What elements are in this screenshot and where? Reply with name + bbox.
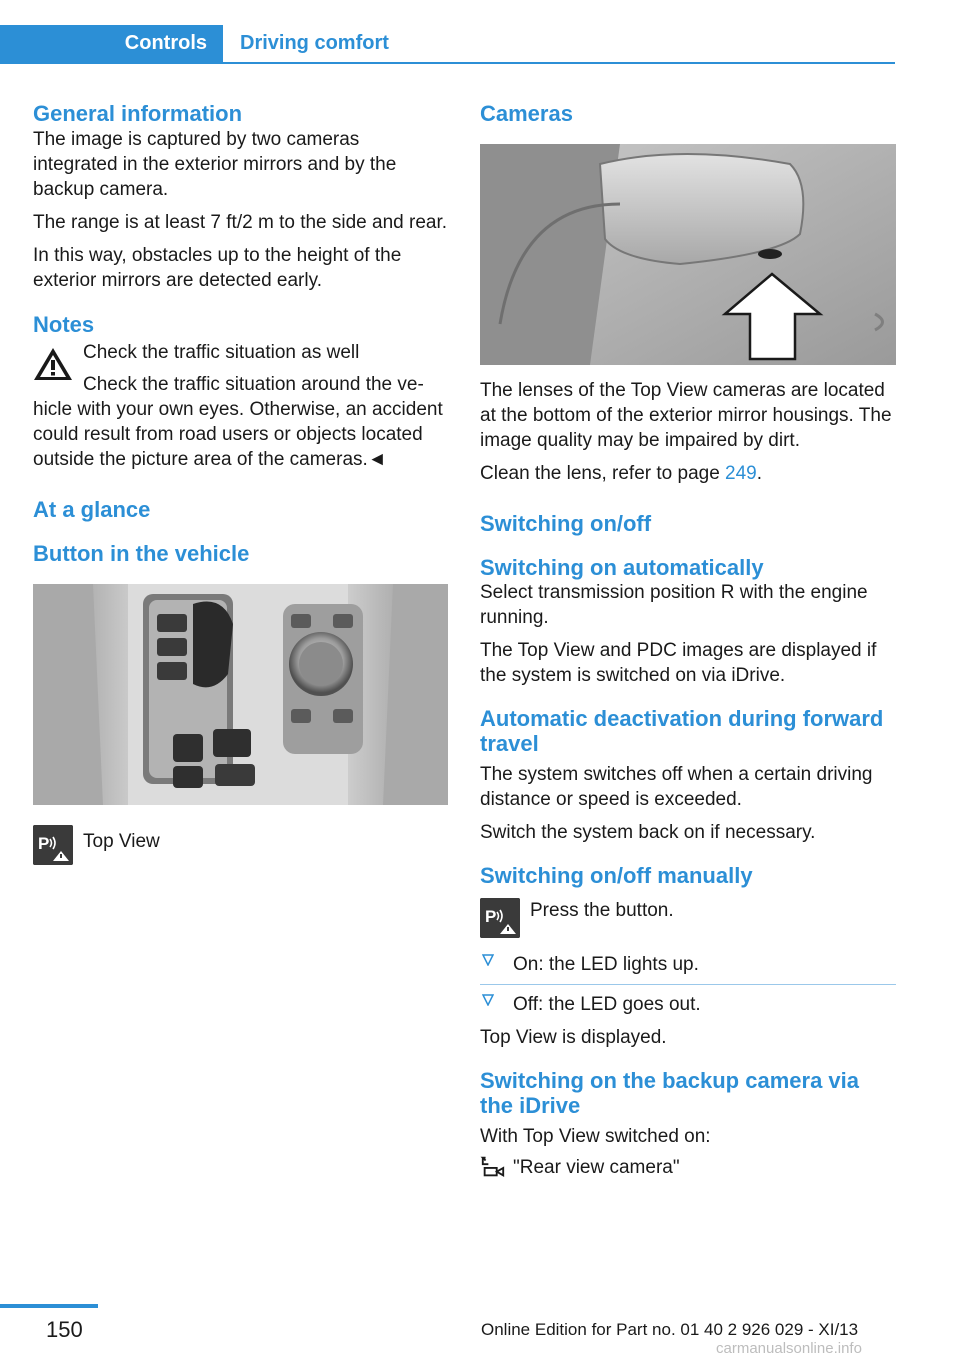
switching-manually-heading: Switching on/off manually <box>480 863 753 888</box>
warning-triangle-icon <box>33 346 73 382</box>
topview-button-row <box>33 825 448 865</box>
press-button-row <box>480 898 896 938</box>
parking-camera-icon <box>33 825 73 865</box>
edition-text: Online Edition for Part no. 01 40 2 926 029 - XI/13 <box>481 1320 859 1339</box>
page-link-249[interactable]: 249 <box>725 463 757 484</box>
at-a-glance-heading: At a glance <box>33 497 151 522</box>
bullet-text: Off: the LED goes out. <box>513 994 701 1015</box>
tab-controls[interactable]: Controls <box>0 25 223 62</box>
note-body: Check the traffic situation around the vehicle with your own eyes. Otherwise, an accident could result from road users or objects located outside the picture area of the cameras.◄ <box>33 374 443 470</box>
clean-lens-suffix: . <box>756 463 763 484</box>
bullet-text: On: the LED lights up. <box>513 954 699 975</box>
warning-note <box>33 340 448 472</box>
note-heading: Check the traffic situation as well <box>83 342 360 363</box>
led-bullet-list <box>480 948 896 1021</box>
deactivation-paragraph-1: The system switches off when a certain driving distance or speed is exceeded. <box>480 764 873 810</box>
page-number: 150 <box>46 1317 83 1342</box>
press-button-label: Press the button. <box>530 900 674 921</box>
switching-on-off-heading: Switching on/off <box>480 511 652 536</box>
topview-label: Top View <box>83 831 160 852</box>
list-divider <box>480 984 896 985</box>
rear-view-camera-row <box>480 1155 896 1180</box>
footer-accent-line <box>0 1304 98 1308</box>
with-topview-text: With Top View switched on: <box>480 1126 711 1147</box>
rear-view-camera-label: "Rear view camera" <box>513 1157 680 1178</box>
header-tab-bar <box>0 25 895 64</box>
auto-paragraph-1: Select transmission position R with the engine running. <box>480 582 868 628</box>
svg-text:P: P <box>485 907 497 926</box>
camera-icon <box>480 1155 506 1179</box>
triangle-bullet-icon <box>482 994 494 1006</box>
parking-camera-icon <box>480 898 520 938</box>
list-item <box>480 948 896 981</box>
left-column <box>33 100 448 865</box>
auto-paragraph-2: The Top View and PDC images are displayed if the system is switched on via iDrive. <box>480 640 877 686</box>
general-paragraph-1: The image is captured by two cameras integrated in the exterior mirrors and by the backup camera. <box>33 129 397 200</box>
list-item <box>480 988 896 1021</box>
center-console-photo <box>33 584 448 805</box>
svg-text:P: P <box>38 834 50 853</box>
button-in-vehicle-heading: Button in the vehicle <box>33 541 250 566</box>
watermark: carmanualsonline.info <box>716 1340 862 1357</box>
clean-lens-paragraph <box>480 461 896 486</box>
notes-heading: Notes <box>33 312 95 337</box>
automatic-deactivation-heading: Automatic deactivation during forward travel <box>480 706 884 756</box>
right-column <box>480 100 896 1180</box>
cameras-paragraph: The lenses of the Top View cameras are located at the bottom of the exterior mirror housings. The image quality may be impaired by dirt. <box>480 380 892 451</box>
tab-driving-comfort[interactable]: Driving comfort <box>240 32 389 54</box>
general-paragraph-2: The range is at least 7 ft/2 m to the side and rear. <box>33 212 448 233</box>
clean-lens-text: Clean the lens, refer to page <box>480 463 726 484</box>
exterior-mirror-photo <box>480 144 896 365</box>
triangle-bullet-icon <box>482 954 494 966</box>
general-paragraph-3: In this way, obstacles up to the height of the exterior mirrors are detected early. <box>33 245 402 291</box>
backup-camera-heading: Switching on the backup camera via the iDrive <box>480 1068 859 1118</box>
cameras-heading: Cameras <box>480 101 573 126</box>
switching-on-automatically-heading: Switching on automatically <box>480 555 764 580</box>
topview-displayed-text: Top View is displayed. <box>480 1027 667 1048</box>
deactivation-paragraph-2: Switch the system back on if necessary. <box>480 822 816 843</box>
general-information-heading: General information <box>33 101 243 126</box>
